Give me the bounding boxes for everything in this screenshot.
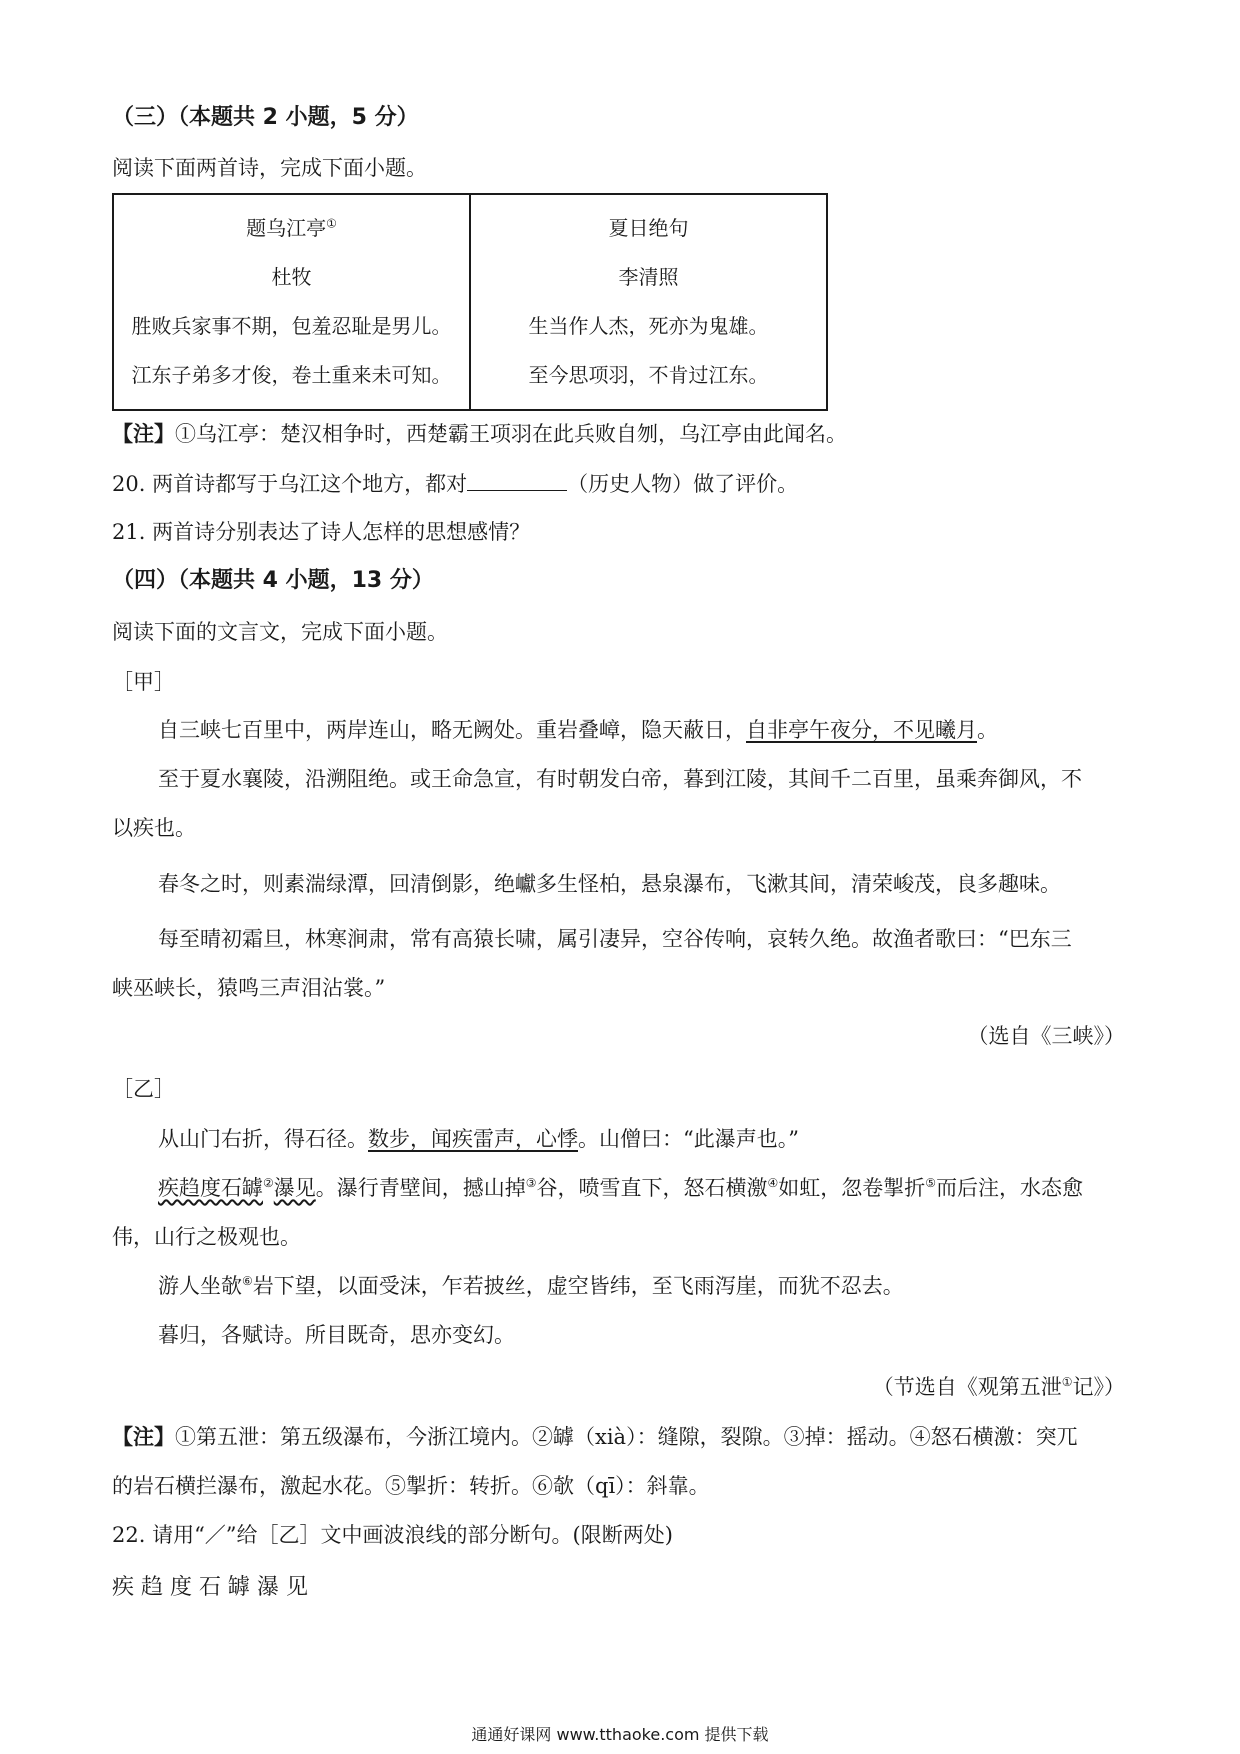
jia-source: （选自《三峡》） [967, 1024, 1125, 1048]
yi-p3-note6: ⑥ [242, 1274, 253, 1288]
yi-p2-note3: ③ [525, 1176, 537, 1190]
jia-p1-underlined: 自非亭午夜分，不见曦月 [746, 718, 977, 742]
poem1-cell [113, 194, 470, 410]
question-22: 22. 请用“／”给［乙］文中画波浪线的部分断句。(限断两处) [112, 1523, 673, 1547]
yi-p2-text-d: 而后注，水态愈 [936, 1176, 1084, 1200]
question-20 [112, 468, 798, 499]
q20-text-a: 20. 两首诗都写于乌江这个地方，都对 [112, 472, 468, 496]
section4-intro: 阅读下面的文言文，完成下面小题。 [112, 620, 448, 644]
yi-p2-wavy-a: 疾趋度石罅 [158, 1176, 263, 1200]
yi-paragraph-2-line1 [158, 1173, 1083, 1203]
poem1-title-line [114, 213, 469, 262]
question-22-text[interactable]: 疾 趋 度 石 罅 瀑 见 [112, 1575, 308, 1600]
yi-paragraph-1 [158, 1124, 799, 1154]
yi-p2-text-c: 如虹，忽卷掣折 [778, 1176, 926, 1200]
jia-label: ［甲］ [112, 670, 175, 694]
note-text: ①乌江亭：楚汉相争时，西楚霸王项羽在此兵败自刎，乌江亭由此闻名。 [175, 422, 847, 446]
yi-p2-note5: ⑤ [925, 1176, 937, 1190]
note-label: 【注】 [112, 421, 175, 446]
poem1-line2: 江东子弟多才俊，卷土重来未可知。 [131, 363, 452, 387]
section3-intro: 阅读下面两首诗，完成下面小题。 [112, 156, 427, 180]
section4-heading: （四）（本题共 4 小题，13 分） [112, 568, 434, 593]
poem2-line1: 生当作人杰，死亦为鬼雄。 [528, 314, 769, 338]
yi-source-a: （节选自《观第五泄 [872, 1375, 1062, 1399]
poem1-author: 杜牧 [271, 265, 312, 289]
jia-paragraph-4-line1: 每至晴初霜旦，林寒涧肃，常有高猿长啸，属引凄异，空谷传响，哀转久绝。故渔者歌曰：“巴东三 [158, 927, 1072, 951]
poem2-cell [470, 194, 827, 410]
yi-p2-note2: ② [263, 1176, 274, 1190]
yi-paragraph-3 [158, 1271, 904, 1301]
yi-p2-wavy-b: 瀑见 [273, 1176, 316, 1200]
yi-source [112, 1372, 1125, 1402]
yi-p3-text-a: 游人坐欹 [158, 1274, 242, 1298]
jia-p1-text: 自三峡七百里中，两岸连山，略无阙处。重岩叠嶂，隐天蔽日， [158, 718, 746, 742]
section4-note-line2: 的岩石横拦瀑布，激起水花。⑤掣折：转折。⑥欹（qī）：斜靠。 [112, 1474, 710, 1498]
yi-source-note: ① [1061, 1375, 1073, 1389]
section3-heading: （三）（本题共 2 小题，5 分） [112, 105, 419, 130]
poem1-title-note: ① [326, 216, 337, 231]
poem1-title: 题乌江亭 [246, 216, 327, 240]
jia-paragraph-2-line1: 至于夏水襄陵，沿溯阻绝。或王命急宣，有时朝发白帝，暮到江陵，其间千二百里，虽乘奔御风，不 [158, 767, 1082, 791]
poems-table [112, 193, 828, 411]
section4-note-label: 【注】 [112, 1424, 175, 1449]
yi-paragraph-2-line2: 伟，山行之极观也。 [112, 1225, 301, 1249]
q20-text-b: （历史人物）做了评价。 [567, 472, 799, 496]
yi-paragraph-4: 暮归，各赋诗。所目既奇，思亦变幻。 [158, 1323, 515, 1347]
yi-p1-text-b: 。山僧曰：“此瀑声也。” [578, 1127, 799, 1151]
yi-p2-text-a: 。瀑行青壁间，撼山掉 [315, 1176, 526, 1200]
yi-p3-text-b: 岩下望，以面受沫，乍若披丝，虚空皆纬，至飞雨泻崖，而犹不忍去。 [252, 1274, 904, 1298]
section3-note [112, 419, 847, 449]
yi-label: ［乙］ [112, 1077, 175, 1101]
poem2-line2: 至今思项羽，不肯过江东。 [528, 363, 769, 387]
jia-p1-end: 。 [977, 718, 998, 742]
jia-paragraph-3: 春冬之时，则素湍绿潭，回清倒影，绝巘多生怪柏，悬泉瀑布，飞漱其间，清荣峻茂，良多趣味。 [158, 872, 1061, 896]
q20-answer-blank[interactable] [467, 468, 567, 491]
poem2-title: 夏日绝句 [608, 216, 689, 240]
yi-p2-note4: ④ [767, 1176, 779, 1190]
poem2-author: 李清照 [618, 265, 679, 289]
page-footer: 通通好课网 www.tthaoke.com 提供下载 [471, 1725, 769, 1744]
section4-note-text: ①第五泄：第五级瀑布，今浙江境内。②罅（xià）：缝隙，裂隙。③掉：摇动。④怒石横激：突兀 [175, 1425, 1078, 1449]
yi-p2-text-b: 谷，喷雪直下，怒石横激 [536, 1176, 768, 1200]
jia-paragraph-2-line2: 以疾也。 [112, 816, 196, 840]
question-21: 21. 两首诗分别表达了诗人怎样的思想感情？ [112, 520, 531, 544]
yi-p1-text-a: 从山门右折，得石径。 [158, 1127, 368, 1151]
yi-p1-underlined: 数步，闻疾雷声，心悸 [368, 1127, 578, 1151]
poem1-line1: 胜败兵家事不期，包羞忍耻是男儿。 [131, 314, 452, 338]
jia-paragraph-1 [158, 715, 998, 745]
section4-note-line1 [112, 1422, 1078, 1452]
jia-paragraph-4-line2: 峡巫峡长，猿鸣三声泪沾裳。” [112, 976, 386, 1000]
yi-source-b: 记》） [1072, 1375, 1125, 1399]
